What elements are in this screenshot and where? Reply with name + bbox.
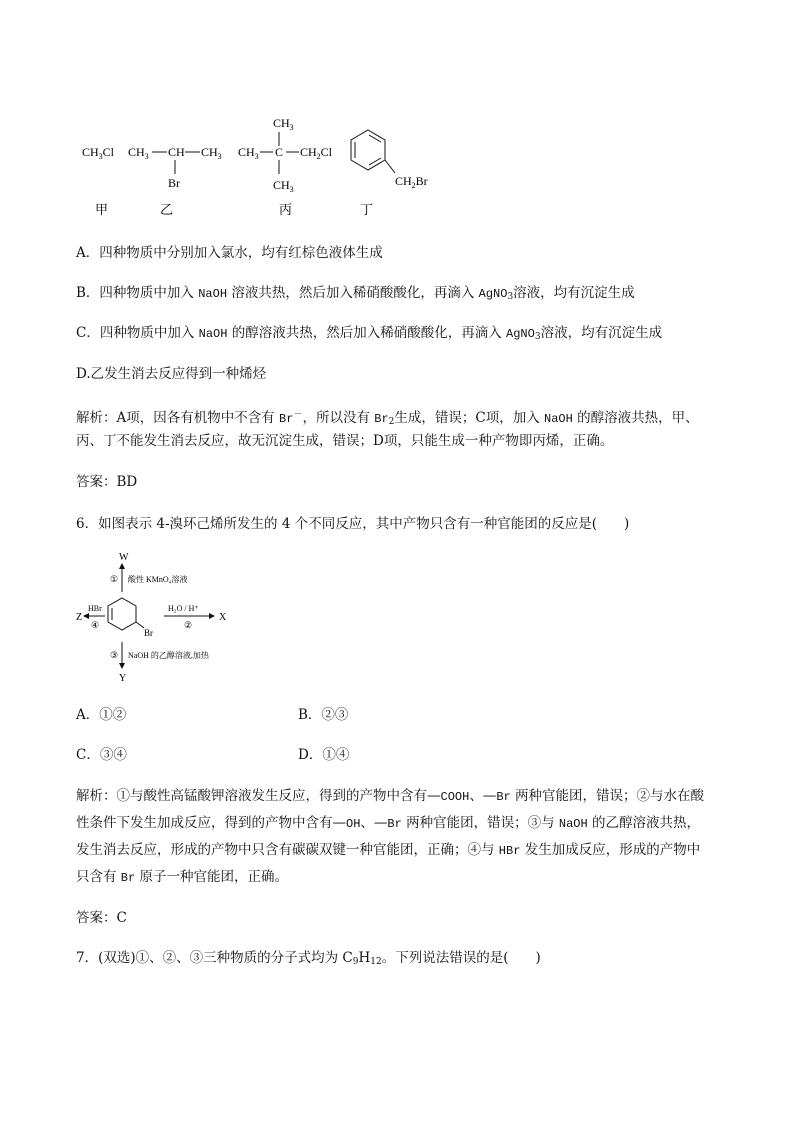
q7-question: 7．(双选)①、②、③三种物质的分子式均为 $C_9H_{12}$。下列说法错误的是( ) — [76, 950, 541, 967]
q6-a1-c: 两种官能团，错误；②与水在酸 — [510, 788, 705, 804]
q5-option-b-agno3: AgNO — [478, 287, 508, 301]
q5-analysis-br: Br — [279, 412, 294, 426]
q5-option-b: B．四种物质中加入 NaOH 溶液共热，然后加入稀硝酸酸化，再滴入 AgNO$_3$溶液，均有沉淀生成 — [76, 285, 635, 302]
q6-a3-hbr: HBr — [498, 844, 521, 858]
q5-analysis-naoh: NaOH — [544, 412, 573, 426]
q5-option-d: D.乙发生消去反应得到一种烯烃 — [76, 366, 267, 382]
r4-num: ④ — [91, 620, 100, 630]
product-z: Z — [76, 612, 83, 623]
r2-reagent: H₂O / H⁺ — [168, 604, 199, 613]
q5-option-c-agno3: AgNO — [506, 327, 535, 341]
q5-option-a: A．四种物质中分别加入氯水，均有红棕色液体生成 — [76, 245, 383, 261]
q6-a2-d: 的乙醇溶液共热， — [587, 815, 701, 831]
q6-analysis-line-4 — [76, 867, 288, 888]
arrow-3-head — [119, 663, 125, 669]
label-jia: 甲 — [95, 202, 109, 217]
q5-option-c-mid: 的醇溶液共热，然后加入稀硝酸酸化，再滴入 — [227, 325, 507, 341]
yi-sub: Br — [168, 176, 180, 190]
q6-a3-b: 发生加成反应，形成的产物中 — [520, 842, 701, 858]
q6-answer: 答案：C — [76, 910, 127, 926]
arrow-4-head — [83, 613, 89, 619]
bing-right: $CH_2Cl$ — [300, 145, 333, 161]
label-yi: 乙 — [160, 202, 174, 217]
product-x: X — [219, 612, 227, 623]
benzene-ring — [351, 130, 385, 170]
r3-reagent: NaOH 的乙醇溶液,加热 — [128, 651, 209, 660]
yi-right: $CH_3$ — [201, 145, 222, 161]
yi-center: CH — [168, 145, 185, 159]
q6-a3: 发生消去反应，形成的产物中只含有碳碳双键一种官能团，正确；④与 — [76, 842, 499, 858]
r4-reagent: HBr — [88, 604, 102, 613]
q6-reaction-diagram — [72, 550, 242, 685]
q6-a4-br: Br — [120, 871, 136, 885]
yi-left: $CH_3$ — [128, 145, 149, 161]
q6-option-b: B．②③ — [298, 707, 349, 723]
q6-analysis-line-1 — [76, 786, 704, 807]
structure-diagram — [70, 110, 450, 230]
q6-a2: 性条件下发生加成反应，得到的产物中含有— — [76, 815, 346, 831]
ding-sub: $CH_2Br$ — [395, 174, 428, 190]
q5-option-b-pre: B．四种物质中加入 — [76, 285, 199, 301]
ring-br-bond — [136, 622, 144, 628]
q5-option-c-pre: C．四种物质中加入 — [76, 325, 199, 341]
q5-analysis-br2: Br — [374, 412, 389, 426]
ring-br: Br — [144, 628, 153, 638]
r1-reagent: 酸性 KMnO₄溶液 — [128, 575, 188, 584]
q5-analysis-line-1: 解析：A项，因各有机物中不含有 Br－，所以没有 $Br_2$生成，错误；C项，加入 NaOH 的醇溶液共热，甲、 — [76, 410, 699, 427]
jia-formula: $CH_3Cl$ — [82, 145, 115, 161]
bing-top: $CH_3$ — [273, 116, 294, 132]
bing-bottom: $CH_3$ — [273, 178, 294, 194]
q6-a4-b: 原子一种官能团，正确。 — [135, 869, 288, 885]
q6-a2-br: Br — [387, 817, 402, 831]
q6-option-d: D．①④ — [298, 747, 350, 763]
q5-analysis-d: 的醇溶液共热，甲、 — [572, 410, 699, 426]
product-w: W — [119, 552, 129, 563]
r2-num: ② — [184, 620, 193, 630]
q6-a2-oh: OH — [346, 817, 361, 831]
q6-option-a: A．①② — [76, 707, 127, 723]
q6-a1-b: 、— — [469, 788, 497, 804]
ding-bond — [385, 160, 395, 173]
q6-analysis-line-3 — [76, 840, 700, 861]
q5-answer: 答案：BD — [76, 474, 138, 490]
q6-analysis-line-2 — [76, 813, 700, 834]
r3-num: ③ — [110, 650, 119, 660]
arrow-1-head — [119, 563, 125, 569]
q6-question: 6．如图表示 4-溴环己烯所发生的 4 个不同反应，其中产物只含有一种官能团的反应是( ) — [76, 516, 630, 532]
q6-a2-naoh: NaOH — [558, 817, 588, 831]
bing-left: $CH_3$ — [238, 145, 259, 161]
q5-option-b-naoh: NaOH — [198, 287, 228, 301]
q5-analysis-c: 生成，错误；C项，加入 — [394, 410, 545, 426]
q5-analysis-a: 解析：A项，因各有机物中不含有 — [76, 410, 280, 426]
q7-pre: 7．(双选)①、②、③三种物质的分子式均为 C — [76, 950, 353, 966]
q6-a1-cooh: COOH — [440, 790, 470, 804]
q5-analysis-line-2: 丙、丁不能发生消去反应，故无沉淀生成，错误；D项，只能生成一种产物即丙烯，正确。 — [76, 433, 614, 449]
q6-a1: 解析：①与酸性高锰酸钾溶液发生反应，得到的产物中含有— — [76, 788, 441, 804]
q5-option-b-post: 溶液，均有沉淀生成 — [513, 285, 635, 301]
label-ding: 丁 — [360, 202, 374, 217]
q6-a2-c: 两种官能团，错误；③与 — [401, 815, 559, 831]
q6-a1-br: Br — [496, 790, 511, 804]
bing-center: C — [275, 145, 284, 159]
q5-option-c-naoh: NaOH — [198, 327, 228, 341]
q6-option-c: C．③④ — [76, 747, 127, 763]
arrow-2-head — [209, 613, 215, 619]
q5-option-b-mid: 溶液共热，然后加入稀硝酸酸化，再滴入 — [227, 285, 479, 301]
q7-post: 。下列说法错误的是( ) — [381, 950, 541, 966]
product-y: Y — [119, 673, 127, 684]
q6-a2-b: 、— — [360, 815, 388, 831]
q5-option-c: C．四种物质中加入 NaOH 的醇溶液共热，然后加入稀硝酸酸化，再滴入 AgNO$_3$溶液，均有沉淀生成 — [76, 325, 663, 342]
r1-num: ① — [110, 574, 119, 584]
label-bing: 丙 — [279, 202, 293, 217]
q5-option-c-post: 溶液，均有沉淀生成 — [540, 325, 663, 341]
q6-a4: 只含有 — [76, 869, 121, 885]
q5-analysis-b: ，所以没有 — [302, 410, 375, 426]
